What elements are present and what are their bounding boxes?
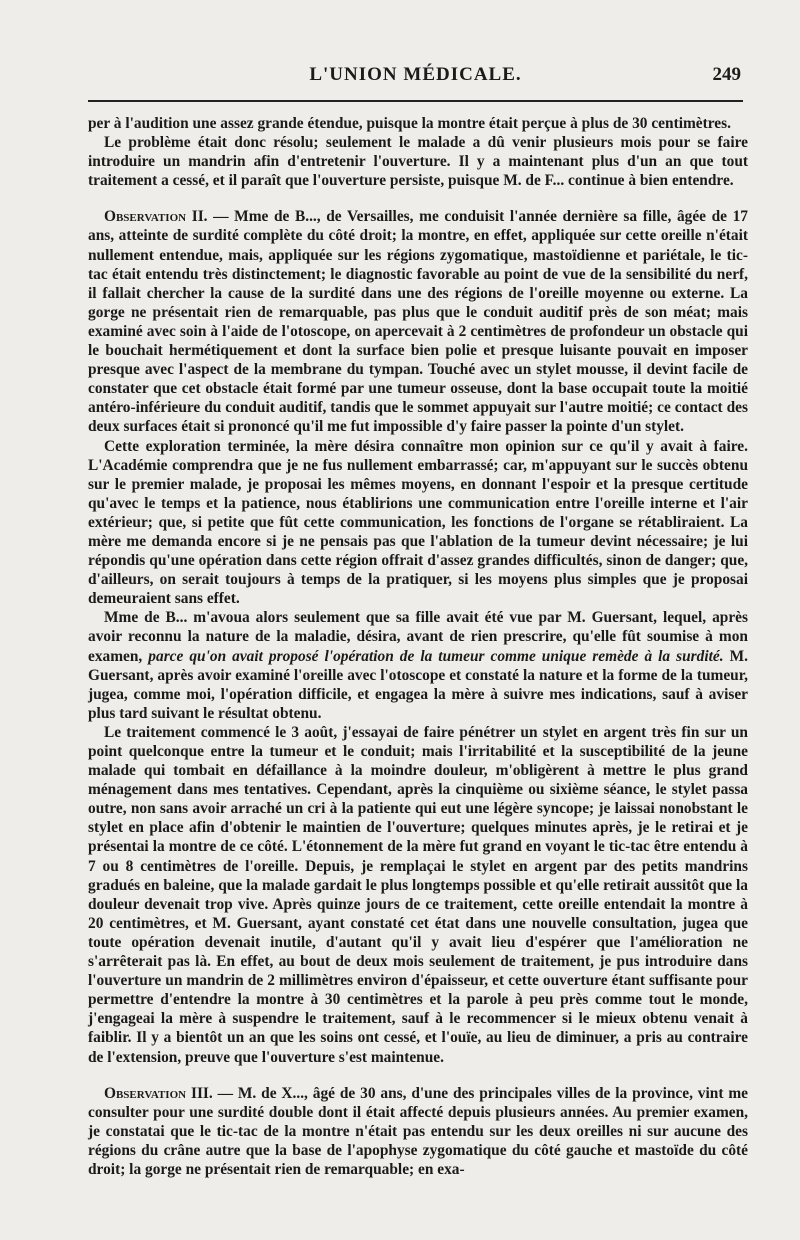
observation-3-label: Observation III.	[104, 1084, 213, 1102]
observation-3-text: — M. de X..., âgé de 30 ans, d'une des principales villes de la province, vint me consulter pour une surdité double dont il était affecté depuis plusieurs années. Au premier examen, je constatai que le tic-tac de la montre n'était pas entendu sur les deux oreilles ni sur aucune des régions du crâne autre que la base de l'apophyse zygomatique du côté gauche et mastoïde du côté droit; la gorge ne présentait rien de remarquable; en exa-	[88, 1084, 748, 1178]
paragraph-problem-resolved: Le problème était donc résolu; seulement le malade a dû venir plusieurs mois pour se faire introduire un mandrin afin d'entretenir l'ouverture. Il y a maintenant plus d'un an que tout traitement a cessé, et il paraît que l'ouverture persiste, puisque M. de F... continue à bien entendre.	[88, 134, 748, 190]
observation-3	[88, 1084, 748, 1179]
header-rule	[88, 100, 743, 102]
paragraph-guersant	[88, 608, 748, 723]
running-title: L'UNION MÉDICALE.	[309, 64, 522, 85]
article-body	[88, 114, 748, 1179]
guersant-text-after: M. Guersant, après avoir examiné l'oreille avec l'otoscope et constaté la nature et la forme de la tumeur, jugea, comme moi, l'opération difficile, et engagea la mère à suivre mes indications, sauf à aviser plus tard suivant le résultat obtenu.	[88, 647, 748, 722]
guersant-text-before: Mme de B... m'avoua alors seulement que sa fille avait été vue par M. Guersant, lequel, après avoir reconnu la nature de la maladie, désira, avant de rien prescrire, qu'elle fût soumise à mon examen,	[88, 609, 748, 665]
observation-2	[88, 207, 748, 436]
observation-2-label: Observation II.	[104, 208, 208, 226]
paragraph-exploration: Cette exploration terminée, la mère désira connaître mon opinion sur ce qu'il y avait à faire. L'Académie comprendra que je ne fus nullement embarrassé; car, m'appuyant sur le succès obtenu sur le premier malade, je proposai les mêmes moyens, en donnant l'espoir et la presque certitude qu'avec le temps et la patience, nous établirions une communication entre l'oreille interne et l'air extérieur; que, si petite que fût cette communication, les fonctions de l'organe se rétabliraient. La mère me demanda encore si je ne pensais pas que l'ablation de la tumeur devint nécessaire; je lui répondis qu'une opération dans cette région offrait d'assez grandes difficultés, sinon de danger; que, d'ailleurs, on serait toujours à temps de la pratiquer, si les moyens plus simples que je proposai demeuraient sans effet.	[88, 437, 748, 608]
page-header	[88, 60, 743, 98]
observation-2-text: — Mme de B..., de Versailles, me conduisit l'année dernière sa fille, âgée de 17 ans, atteinte de surdité complète du côté droit; la montre, en effet, appliquée sur cette oreille n'était nullement entendue, mais, appliquée sur les régions zygomatique, mastoïdienne et pariétale, le tic-tac était entendu très distinctement; le diagnostic favorable au point de vue de la sensibilité du nerf, il fallait chercher la cause de la surdité dans une des régions de l'oreille moyenne ou externe. La gorge ne présentait rien de remarquable, pas plus que le conduit auditif près de son méat; mais examiné avec soin à l'aide de l'otoscope, on apercevait à 2 centimètres de profondeur un obstacle qui le bouchait hermétiquement et dont la surface bien polie et presque luisante pouvait en imposer presque avec l'aspect de la membrane du tympan. Touché avec un stylet mousse, il devint facile de constater que cet obstacle était formé par une tumeur osseuse, dont la base occupait toute la moitié antéro-inférieure du conduit auditif, tandis que le sommet appuyait sur l'autre moitié; ce contact des deux surfaces était si prononcé qu'il me fut impossible d'y faire passer la pointe d'un stylet.	[88, 208, 749, 436]
page-number: 249	[712, 64, 741, 85]
guersant-italic-text: parce qu'on avait proposé l'opération de la tumeur comme unique remède à la surdité.	[148, 647, 724, 665]
paragraph-continuation: per à l'audition une assez grande étendue, puisque la montre était perçue à plus de 30 centimètres.	[88, 115, 731, 132]
paragraph-treatment: Le traitement commencé le 3 août, j'essayai de faire pénétrer un stylet en argent très fin sur un point quelconque entre la tumeur et le conduit; mais l'irritabilité et la susceptibilité de la jeune malade qui tombait en défaillance à la moindre douleur, m'obligèrent à mettre le plus grand ménagement dans mes tentatives. Cependant, après la cinquième ou sixième séance, le stylet passa outre, non sans avoir arraché un cri à la patiente qui eut une légère syncope; je laissai nonobstant le stylet en place afin d'obtenir le maintien de l'ouverture; quelques minutes après, je le retirai et je présentai la montre de ce côté. L'étonnement de la mère fut grand en voyant le tic-tac être entendu à 7 ou 8 centimètres de l'oreille. Depuis, je remplaçai le stylet en argent par des petits mandrins gradués en baleine, que la malade gardait le plus longtemps possible et qu'elle retirait aussitôt que la douleur devenait trop vive. Après quinze jours de ce traitement, cette oreille entendait la montre à 20 centimètres, et M. Guersant, ayant constaté cet état dans une nouvelle consultation, jugea que toute opération devenait inutile, d'autant qu'il y avait lieu d'espérer que l'amélioration ne s'arrêterait pas là. En effet, au bout de deux mois seulement de traitement, je pus introduire dans l'ouverture un mandrin de 2 millimètres environ d'épaisseur, et cette ouverture étant suffisante pour permettre d'entendre la montre à 30 centimètres et la parole à peu près comme tout le monde, j'engageai la mère à suspendre le traitement, sauf à le recommencer si le mieux obtenu venait à faiblir. Il y a bientôt un an que les soins ont cessé, et l'ouïe, au lieu de diminuer, a pris au contraire de l'extension, preuve que l'ouverture s'est maintenue.	[88, 723, 748, 1066]
